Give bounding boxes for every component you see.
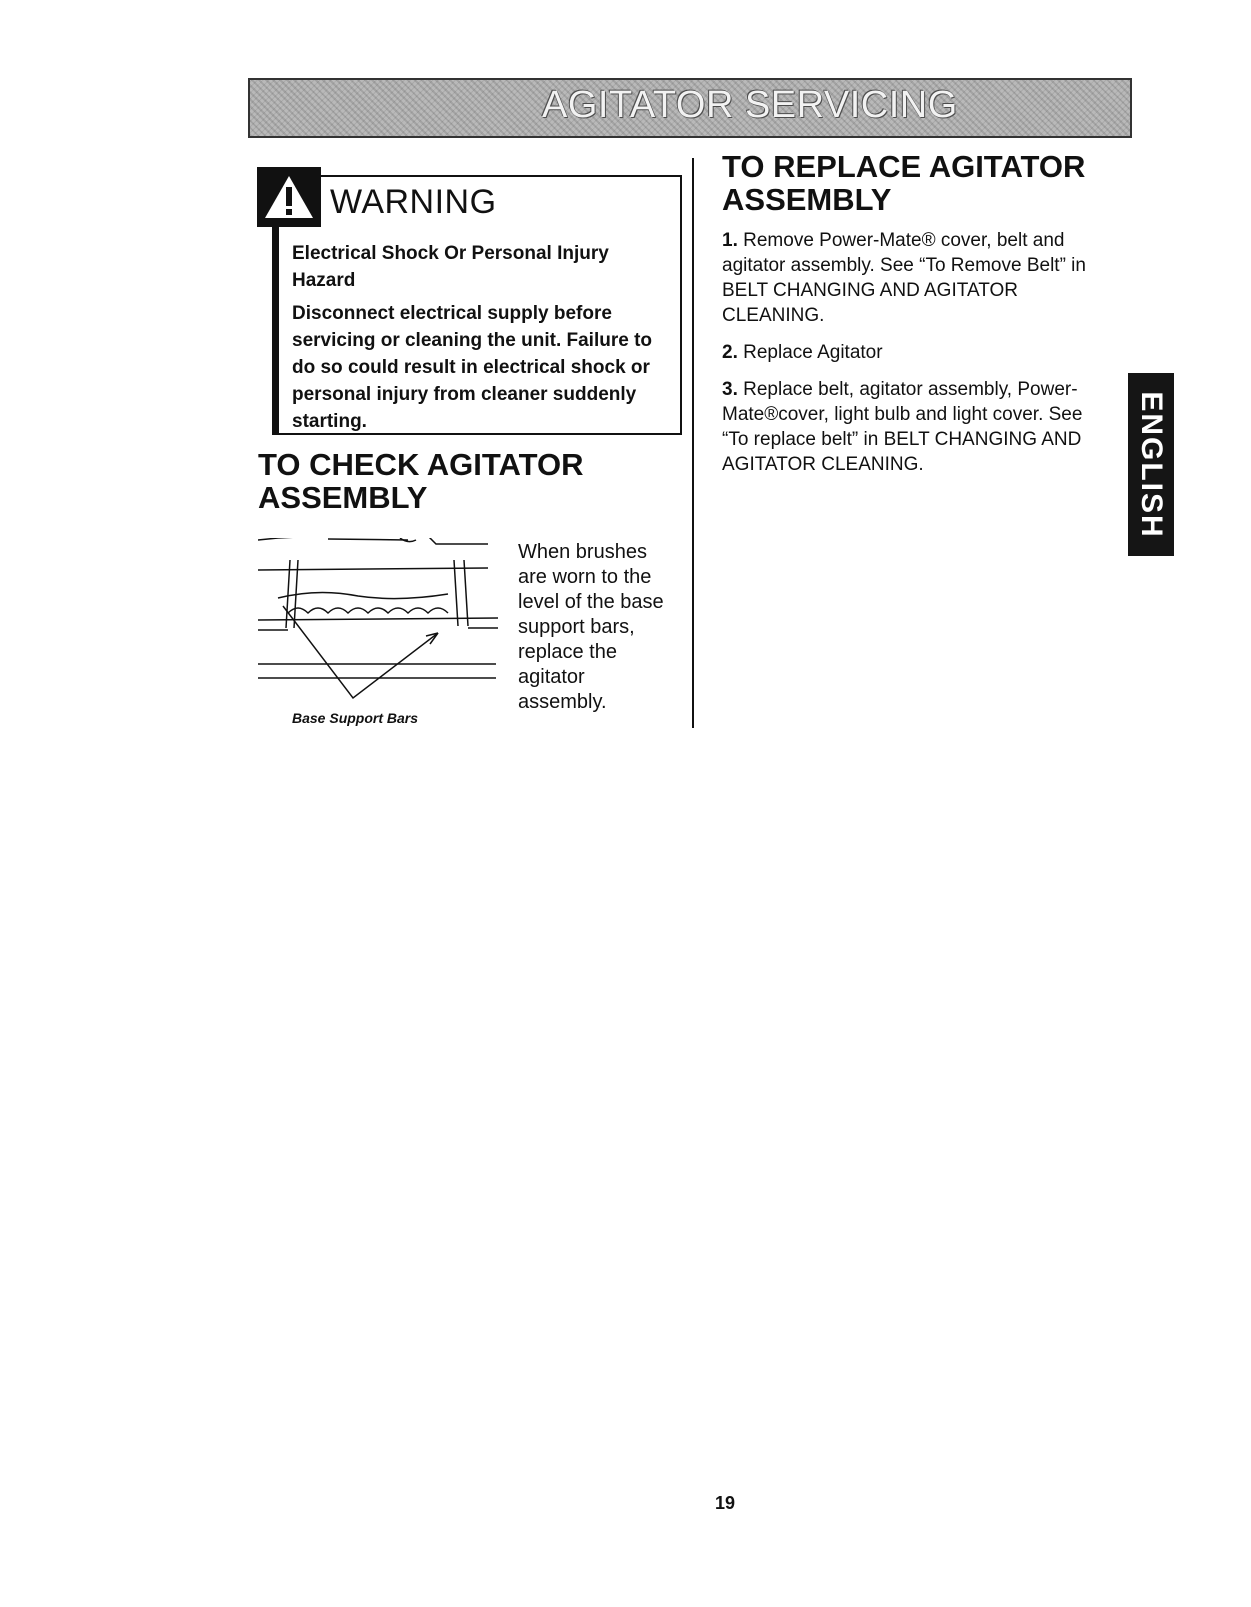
section-title: AGITATOR SERVICING [542,84,958,126]
agitator-figure [258,538,508,728]
warning-icon [257,167,321,227]
language-tab: ENGLISH [1128,373,1174,556]
section-banner [248,78,1132,138]
step-item: 2. Replace Agitator [722,342,883,363]
check-instruction: When brushes are worn to the level of the base support bars, replace the agitator assembly. [518,541,664,713]
check-heading: TO CHECK AGITATOR ASSEMBLY [258,447,584,515]
step-item: 3. Replace belt, agitator assembly, Power-Mate®cover, light bulb and light cover. See “To replace belt” in BELT CHANGING AND AGITATOR CLEANING. [722,379,1083,475]
warning-text [292,240,672,441]
figure-caption: Base Support Bars [292,710,419,726]
step-item: 1. Remove Power-Mate® cover, belt and agitator assembly. See “To Remove Belt” in BELT CHANGING AND AGITATOR CLEANING. [722,230,1086,326]
warning-title: WARNING [330,183,497,221]
warning-instruction: Disconnect electrical supply before servicing or cleaning the unit. Failure to do so could result in electrical shock or personal injury from cleaner suddenly starting. [292,303,653,432]
page-number: 19 [715,1493,736,1513]
column-divider [692,158,694,728]
replace-steps [722,228,1112,489]
warning-hazard: Electrical Shock Or Personal Injury Hazard [292,243,609,291]
replace-heading: TO REPLACE AGITATOR ASSEMBLY [722,149,1086,217]
